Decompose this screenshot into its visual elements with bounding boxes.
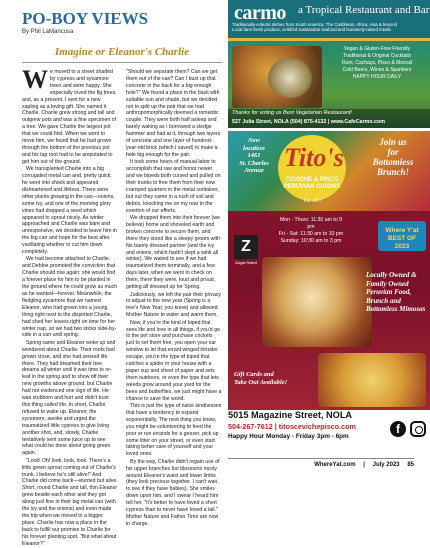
article-headline: Imagine or Eleanor's Charlie <box>54 46 190 58</box>
paragraph: We moved to a street shaded by cypress and sycamore trees and were happy. She especially loved the fig trees, and, as a present, I sent for a new sapling as a loving gift. She named it Charlie. Charlie grew strong and tall and outgrew pots and was a fine specimen of a tree. We gave Charlie the largest pot that we could find. When we went to move him, we found that he had grown through the bottom of the previous pot and his tap root had to be amputated to get him out of the ground. <box>22 65 117 165</box>
carmo-divider <box>228 38 430 41</box>
titos-happy-hour: Happy Hour Monday - Friday 3pm - 6pm <box>228 433 349 440</box>
footer-separator: | <box>363 462 365 468</box>
paragraph: Judiciously, we left the pair their privacy to adjust to the new year (Spring is a tree's New Year, you know) and allowed Mother Nature to water and warm them. <box>126 291 222 319</box>
carmo-tagline: a Tropical Restaurant and Bar <box>298 4 430 16</box>
headline-divider <box>22 62 222 63</box>
facebook-icon[interactable]: f <box>390 421 406 437</box>
page-number: 85 <box>407 462 414 468</box>
best-of-badge: Where Y'at BEST OF 2023 <box>378 221 426 251</box>
byline: By Phil LaMancusa <box>22 29 74 35</box>
titos-phone-website[interactable]: 504-267-7612 | titosceviche​pisco.com <box>228 422 356 431</box>
paragraph: We had become attached to Charlie, and Debbie promoted the conviction that Charlie should rise again; she would find a forever place for him to be planted in the ground where he could grow as much as he wanted—forever. Meanwhile, the fledgling sycamore that we named Eleanor, who had grown into a young thing right next to the dispirited Charlie, had shed her leaves right on time for her winter nap, so we had two sticks side-by-side in a can until spring. <box>22 256 118 339</box>
feature-item: Cold Beers, Wines & Sparklers <box>342 67 412 73</box>
new-location-note: New location 1461 St. Charles Avenue <box>239 137 269 174</box>
gift-card-note: Gift Cards and Take Out Available! <box>234 371 288 386</box>
paragraph: Now, if you're the kind of biped that sees life and love in all things, if you'd go to the pet store and purchase crickets just to set them free, you open your car window to let that errant winged intruder escape, you're the type of biped that catches a spider in your house with a paper cup and sheet of paper and sets them outdoors, or even the type that lets weeds grow around your yard for the bees and butterflies, we just might have a chance to save the world. <box>126 319 222 402</box>
column-title: PO-BOY VIEWS <box>22 9 149 28</box>
paragraph: "Should we separate them? Can we get them out of the can? Can I bust up that concrete in the back for a big enough hole?" We found a place in the back with suitable sun and shade, but we decided not to split up the pair that we had anthropomorphically deemed a romantic couple. They were both half asleep and barely waking as I borrowed a sledge hammer and had at it, through two layers of concrete and one layer of hundred-year-old brick (which I saved) to make a hole big enough for the pair. <box>126 69 221 158</box>
feature-item: HAPPY HOUR DAILY <box>352 74 402 80</box>
bowl-photo <box>268 58 312 98</box>
carmo-advertisement[interactable] <box>228 0 430 128</box>
opening-hours: Mon - Thurs: 11:30 am to 9 pm Fri - Sat: 11:30 am to 10 pm Sunday: 10:30 am to 3 pm <box>278 217 344 244</box>
feature-item: Traditional & Original Cocktails <box>342 53 412 59</box>
titos-address: 5015 Magazine Street, NOLA <box>228 410 353 420</box>
paragraph: We dropped them into their forever (we believe) home and shoveled earth and broken concrete to secure them, and there they stood like a sleepy groom with his barely dressed partner (and the ivy and onions, which hadn't slept a wink all winter). We waited to see if we had traumatized them terminally, and a few days later, when we went to check on them, there they were, loud and proud, getting all dressed up for Spring. <box>126 215 221 291</box>
paragraph: Spring came and Eleanor woke up and wondered about Charlie. Their roots had grown close, and she had sensed life there. They had dreamed their tree dreams all winter until it was time to re-leaf in the spring and to show off their new growths above ground, but Charlie had not evidenced one sign of life. He was stubborn and hurt and didn't trust this thing called life. In short, Charlie refused to wake up. Eleanor, the sycamore, awoke and urged the traumatized little cypress to give living another shot, and, slowly, Charlie tentatively sent some juice up to see what could be done about going green again. <box>22 339 116 457</box>
feature-item: Vegan & Gluten-Free Friendly <box>343 46 411 52</box>
paragraph: "Look! Oh! look, look, look. There's a little green sprout coming out of Charlie's trunk. I believe he's still alive!" And Charlie did come back—stunted but alive. Short, round Charlie and tall, thin Eleanor grew beside each other and they got along just fine in their big metal can (with the ivy and the onions) and even made the trip when we moved to a bigger place. Charlie has now a place in the back to fulfill our promise to Charlie for his forever planting spot. "But what about Eleanor?" <box>22 457 118 547</box>
ceviche-photo <box>262 257 372 347</box>
paragraph: By the way, Charlie didn't regain use of his upper branches but blossoms nicely around Eleanor's waist and lower limbs (they look precious together. I can't wait to see if they have babies). She smiles down upon him, and I swear I heard him tell her, "It's better to have loved a short cypress than to never have loved a tall." Mother Nature and Father Time are now in charge. <box>126 458 220 527</box>
article-body <box>22 65 222 548</box>
carmo-address[interactable]: 527 Julia Street, NOLA (504) 875-4132 | www.CafeCarmo.com <box>232 119 385 125</box>
local-callout: Locally Owned & Family Owned Peruvian Food, Brunch and Bottomless Mimosas <box>366 271 426 313</box>
paragraph: This is just the type of naive kindnesses that have a tendency to expand exponentially. The next thing you know, you might be volunteering to feed the poor or run errands for a geezer, pick up some litter on your street, or even start taking better care of yourself and your loved ones. <box>126 403 222 458</box>
feature-item: Rum, Cachaça, Pisco & Mezcal <box>341 60 413 66</box>
article-column-1 <box>22 65 118 548</box>
carmo-thanks: Thanks for voting us Best Vegetarian Restaurant! <box>232 110 352 116</box>
article-column-2 <box>126 69 222 548</box>
article <box>22 9 222 547</box>
chips-photo <box>318 353 426 407</box>
established-year: Est. 2017 <box>303 199 323 204</box>
titos-subtitle: CEVICHE & PISCO PERUVIAN CUISINE <box>283 177 341 190</box>
titos-advertisement[interactable] <box>228 131 430 410</box>
zagat-label: Zagat Rated <box>234 260 257 265</box>
titos-logo: Tito's <box>284 143 344 172</box>
titos-contact <box>228 410 388 458</box>
social-links <box>390 418 430 440</box>
paragraph: It took some hours of manual labor to accomplish that raw and honor newer and we bipeds both cursed and pulled on their trunks to free them from their now cramped quarters in the metal container, but out they came in a rush of soil and debris, knocking me on my rear in the exertion of our efforts. <box>126 159 221 214</box>
page-footer <box>22 462 414 472</box>
footer-divider <box>228 458 414 459</box>
paragraph: We transplanted Charlie into a big corrugated metal can and, pretty quick, he went into shock and appeared disheartened and lifeless. There were other plants growing in the can—onions, some ivy, and one of the morning glory vines had dropped a seed which appeared to sprout nicely. As winter approached and Charlie was bare and unresponsive, we decided to leave him in the big can and hope for the best after vacillating whether to cut him down completely. <box>22 166 117 256</box>
carmo-logo: carmo <box>234 2 286 24</box>
footer-magazine: WhereYat.com <box>314 462 356 468</box>
footer-issue: July 2023 <box>372 462 400 468</box>
instagram-icon[interactable] <box>410 421 426 437</box>
drop-cap: W <box>22 65 48 94</box>
brunch-callout: Join us for Bottomless Brunch! <box>372 137 414 177</box>
carmo-description: Traditionally-eclectic dishes from South America, The Caribbean, Africa, Asia & beyond Local farm-fresh produce, certified sustainable seafood and humanely-raised meats <box>232 22 398 32</box>
zagat-icon: Z <box>234 235 258 259</box>
carmo-features <box>328 46 426 81</box>
